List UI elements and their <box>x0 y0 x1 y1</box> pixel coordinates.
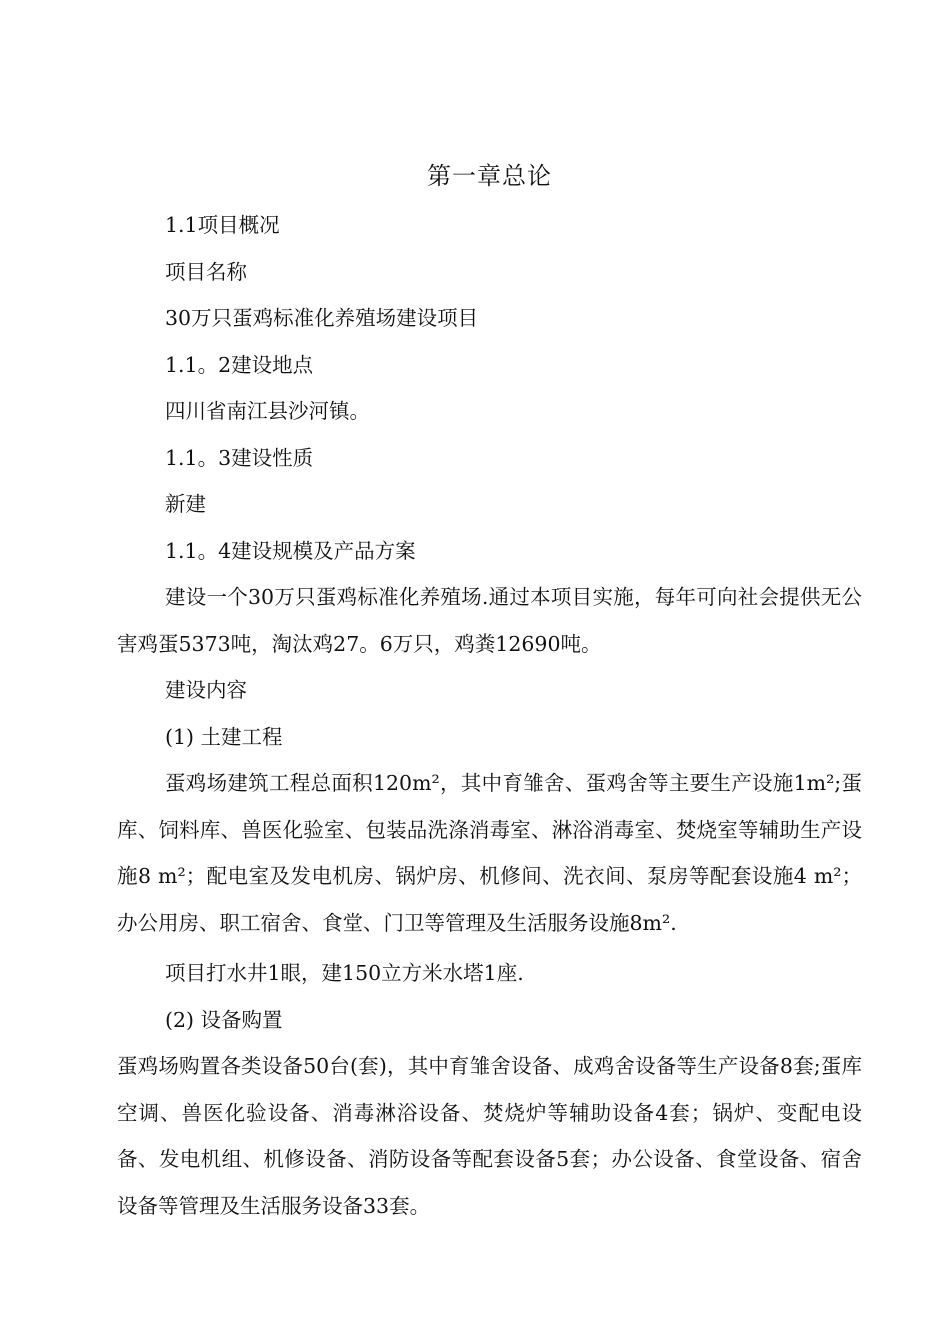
subheading-equipment: (2) 设备购置 <box>165 1007 283 1032</box>
civil-works-text: 蛋鸡场建筑工程总面积120m²，其中育雏舍、蛋鸡舍等主要生产设施1m²;蛋库、饲料库、兽医化验室、包装品洗涤消毒室、淋浴消毒室、焚烧室等辅助生产设施8 m²；配电室及发电机房、锅炉房、机修间、洗衣间、泵房等配套设施4 m²；办公用房、职工宿舍、食堂、门卫等管理及生活服务设施8m². <box>117 771 862 935</box>
subheading-scale: 1.1。4建设规模及产品方案 <box>165 538 416 563</box>
document-page <box>117 150 862 1229</box>
subheading-nature: 1.1。3建设性质 <box>165 445 314 470</box>
nature-text: 新建 <box>165 492 206 516</box>
subheading-project-name: 项目名称 <box>165 259 247 284</box>
location-text: 四川省南江县沙河镇。 <box>165 399 370 423</box>
section-heading-1-1: 1.1项目概况 <box>165 213 280 237</box>
project-name-text: 30万只蛋鸡标准化养殖场建设项目 <box>165 306 479 330</box>
water-well-text: 项目打水井1眼，建150立方米水塔1座. <box>165 961 524 985</box>
equipment-text: 蛋鸡场购置各类设备50台(套)，其中育雏舍设备、成鸡舍设备等生产设备8套;蛋库空调、兽医化验设备、消毒淋浴设备、焚烧炉等辅助设备4套；锅炉、变配电设备、发电机组、机修设备、消防设备等配套设备5套；办公设备、食堂设备、宿舍设备等管理及生活服务设备33套。 <box>117 1054 862 1218</box>
subheading-civil-works: (1) 土建工程 <box>165 724 283 749</box>
subheading-location: 1.1。2建设地点 <box>165 352 314 377</box>
scale-text: 建设一个30万只蛋鸡标准化养殖场.通过本项目实施，每年可向社会提供无公害鸡蛋5373吨，淘汰鸡27。6万只，鸡粪12690吨。 <box>117 585 862 656</box>
chapter-title: 第一章总论 <box>427 162 552 190</box>
subheading-content: 建设内容 <box>165 678 247 702</box>
